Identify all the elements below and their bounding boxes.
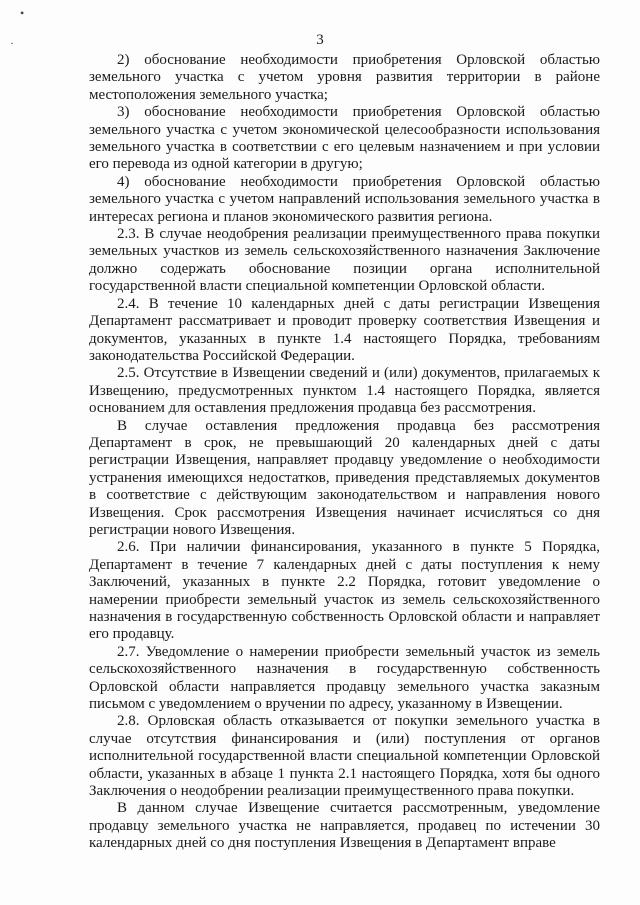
- paragraph: В случае оставления предложения продавца без рассмотрения Департамент в срок, не превышающий 20 календарных дней с даты регистрации Извещения, направляет продавцу уведомление о необходимости устранения имеющихся недостатков, приведения представляемых документов в соответствие с действующим законодательством и направления нового Извещения. Срок рассмотрения Извещения начинает исчисляться со дня регистрации нового Извещения.: [89, 417, 600, 538]
- paragraph: 2.5. Отсутствие в Извещении сведений и (или) документов, прилагаемых к Извещению, предусмотренных пунктом 1.4 настоящего Порядка, является основанием для оставления предложения продавца без рассмотрения.: [89, 365, 600, 417]
- paragraph: 4) обоснование необходимости приобретения Орловской областью земельного участка с учетом направлений использования земельного участка в интересах региона и планов экономического развития региона.: [89, 173, 600, 225]
- paragraph: 2) обоснование необходимости приобретения Орловской областью земельного участка с учетом уровня развития территории в районе местоположения земельного участка;: [89, 52, 600, 103]
- paragraph: 2.7. Уведомление о намерении приобрести земельный участок из земель сельскохозяйственного назначения в государственную собственность Орловской области направляется продавцу земельного участка заказным письмом с уведомлением о вручении по адресу, указанному в Извещении.: [89, 643, 600, 713]
- paragraph: 2.4. В течение 10 календарных дней с даты регистрации Извещения Департамент рассматривает и проводит проверку соответствия Извещения и документов, указанных в пункте 1.4 настоящего Порядка, требованиям законодательства Российской Федерации.: [89, 295, 600, 364]
- scan-mark: ·: [10, 36, 14, 50]
- paragraph: 2.6. При наличии финансирования, указанного в пункте 5 Порядка, Департамент в течение 7 календарных дней с даты поступления к нему Заключений, указанных в пункте 2.2 Порядка, готовит уведомление о намерении приобрести земельный участок из земель сельскохозяйственного назначения в государственную собственность Орловской области и направляет его продавцу.: [89, 539, 600, 643]
- document-body: [89, 52, 600, 853]
- paragraph: 2.8. Орловская область отказывается от покупки земельного участка в случае отсутствия финансирования и (или) поступления от органов исполнительной государственной власти специальной компетенции Орловской области, указанных в абзаце 1 пункта 2.1 настоящего Порядка, хотя бы одного Заключения о неодобрении реализации преимущественного права покупки.: [89, 713, 600, 800]
- scan-mark: •: [20, 6, 25, 20]
- paragraph: 2.3. В случае неодобрения реализации преимущественного права покупки земельных участков из земель сельскохозяйственного назначения Заключение должно содержать обоснование позиции органа исполнительной государственной власти специальной компетенции Орловской области.: [89, 226, 600, 295]
- paragraph: 3) обоснование необходимости приобретения Орловской областью земельного участка с учетом экономической целесообразности использования земельного участка в соответствии с его целевым назначением и при условии его перевода из одной категории в другую;: [89, 104, 600, 173]
- page-number: 3: [316, 32, 324, 48]
- paragraph: В данном случае Извещение считается рассмотренным, уведомление продавцу земельного участка не направляется, продавец по истечении 30 календарных дней со дня поступления Извещения в Департамент вправе: [89, 800, 600, 852]
